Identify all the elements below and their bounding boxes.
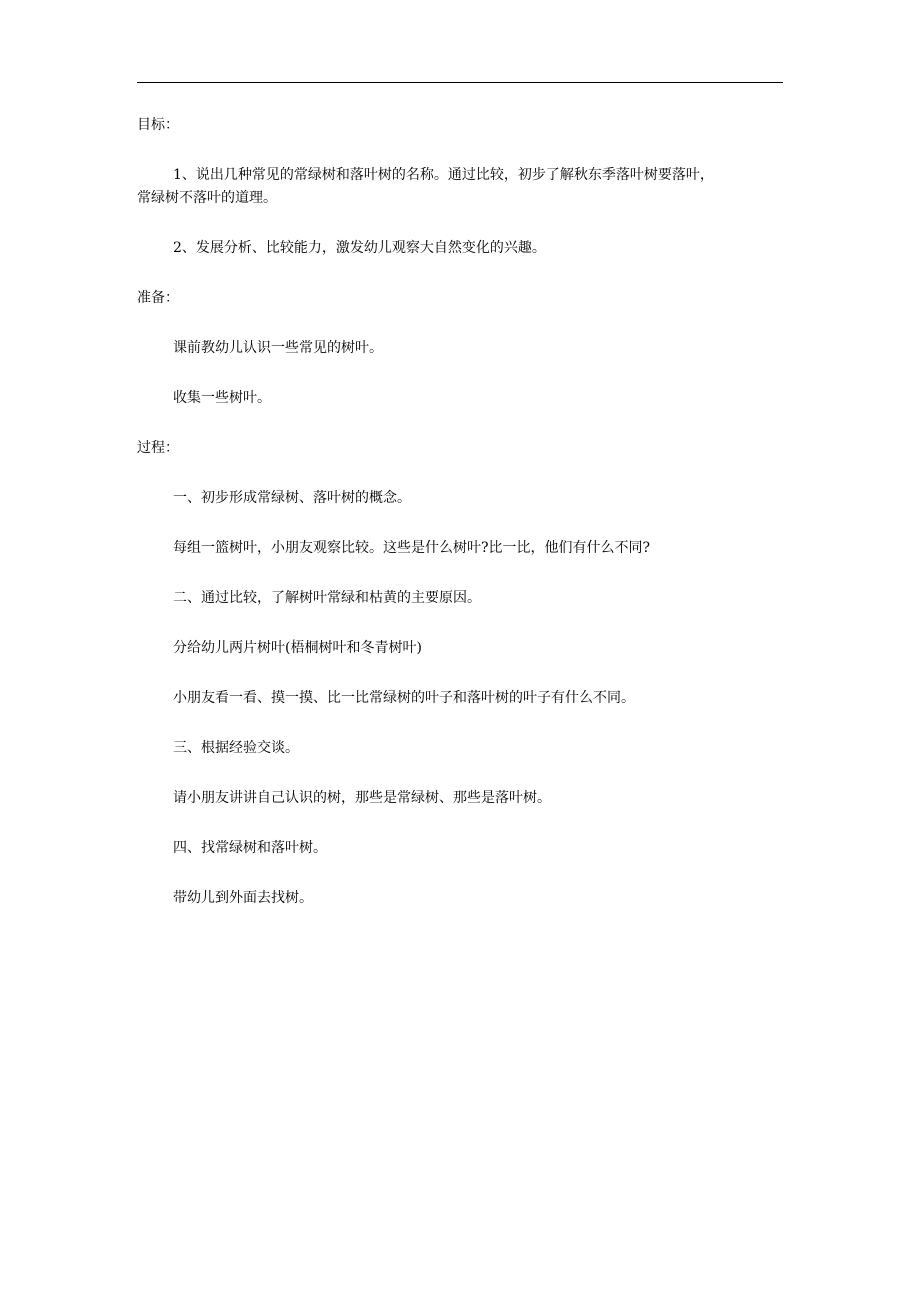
goals-heading: 目标： (137, 117, 179, 133)
prep-heading: 准备： (137, 290, 179, 306)
goal-item-1 (137, 164, 783, 210)
goal-item-1-line-1: 1、说出几种常见的常绿树和落叶树的名称。通过比较，初步了解秋东季落叶树要落叶， (173, 167, 714, 183)
document-body (137, 114, 783, 937)
process-step-heading: 三、根据经验交谈。 (173, 740, 299, 756)
process-step-text: 每组一篮树叶，小朋友观察比较。这些是什么树叶?比一比，他们有什么不同? (173, 540, 651, 556)
process-step-text: 分给幼儿两片树叶(梧桐树叶和冬青树叶) (173, 640, 422, 656)
goal-item-2: 2、发展分析、比较能力，激发幼儿观察大自然变化的兴趣。 (173, 240, 546, 256)
goal-item-1-line-2: 常绿树不落叶的道理。 (137, 190, 277, 206)
process-heading: 过程： (137, 440, 179, 456)
prep-item: 收集一些树叶。 (173, 390, 271, 406)
process-step-heading: 四、找常绿树和落叶树。 (173, 840, 327, 856)
process-step-text: 小朋友看一看、摸一摸、比一比常绿树的叶子和落叶树的叶子有什么不同。 (173, 690, 635, 706)
header-rule (137, 82, 783, 83)
process-step-text: 请小朋友讲讲自己认识的树，那些是常绿树、那些是落叶树。 (173, 790, 551, 806)
prep-item: 课前教幼儿认识一些常见的树叶。 (173, 340, 383, 356)
process-step-heading: 二、通过比较，了解树叶常绿和枯黄的主要原因。 (173, 590, 481, 606)
process-step-text: 带幼儿到外面去找树。 (173, 890, 313, 906)
process-step-heading: 一、初步形成常绿树、落叶树的概念。 (173, 490, 411, 506)
